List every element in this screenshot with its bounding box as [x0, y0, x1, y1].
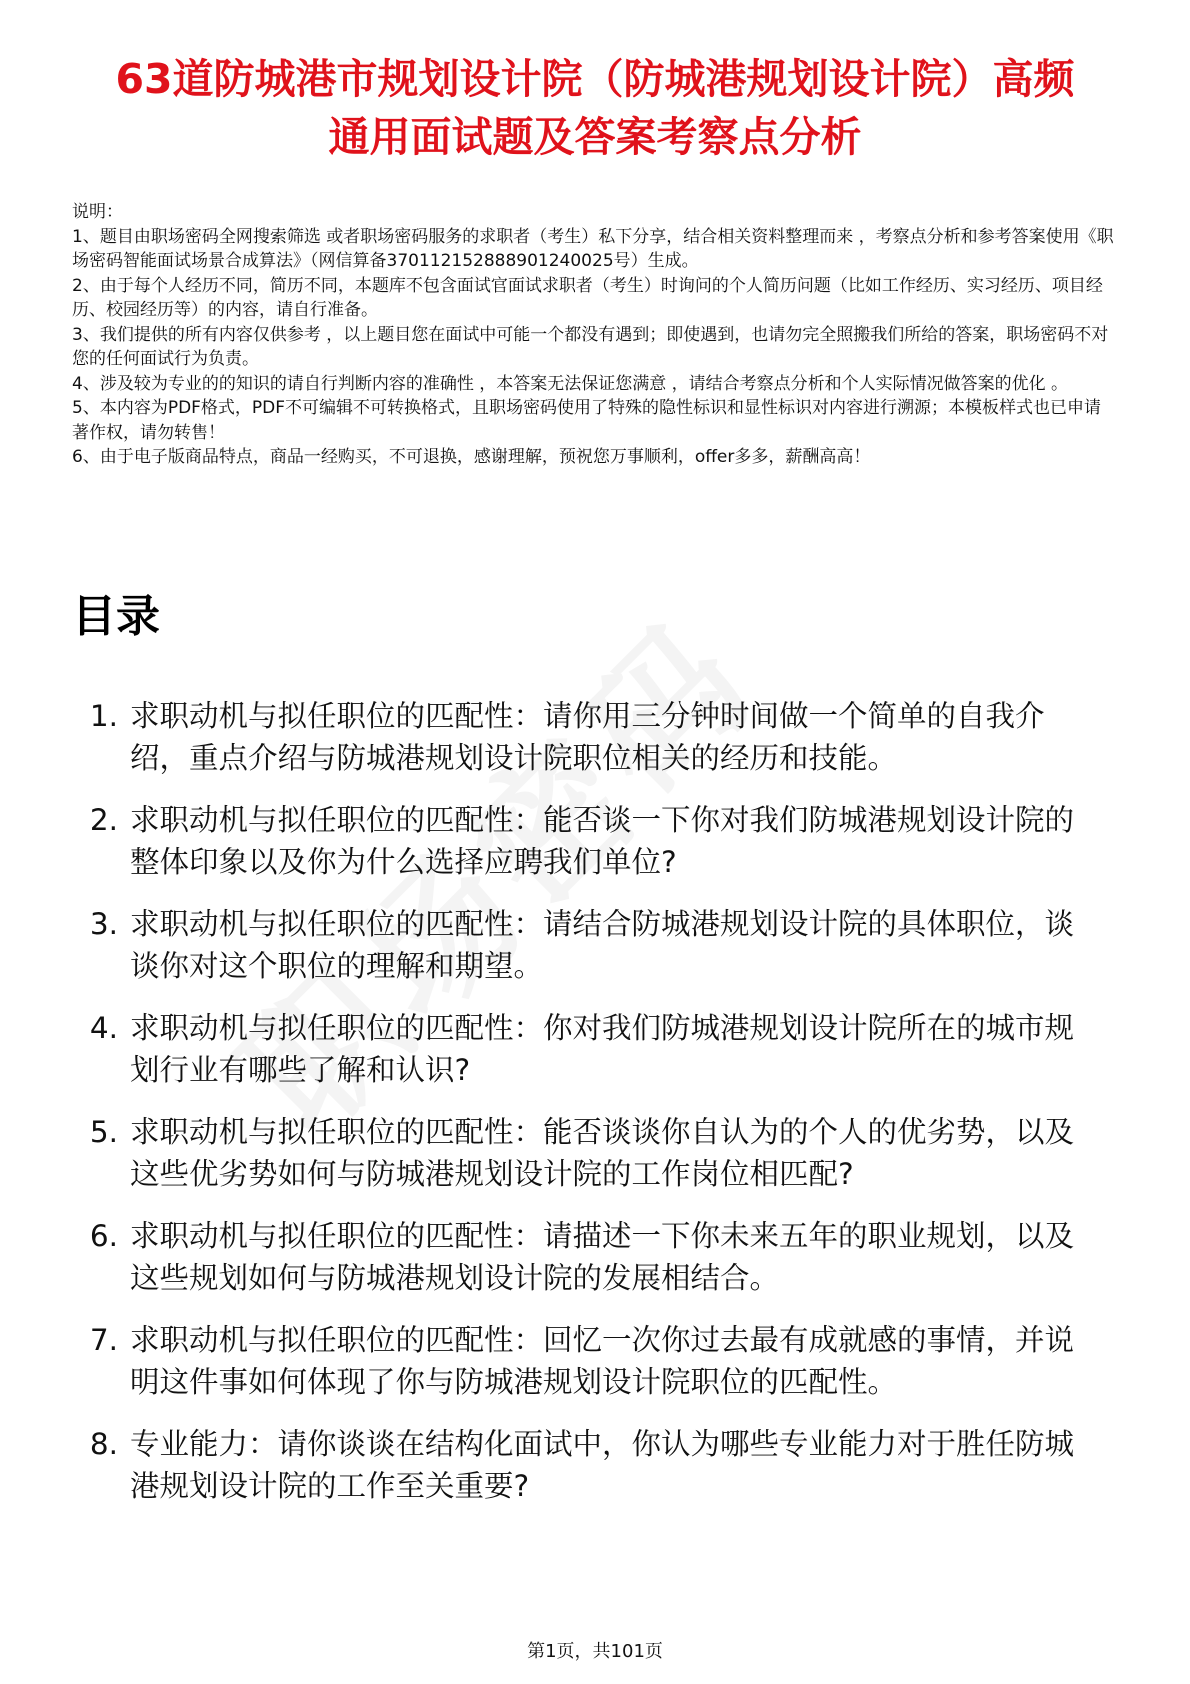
toc-entry[interactable] [72, 903, 1117, 987]
toc-entry[interactable] [72, 1319, 1117, 1403]
toc-entry[interactable] [72, 1007, 1117, 1091]
toc-entry-number: 6. [89, 1219, 118, 1253]
toc-entry-text[interactable]: 求职动机与拟任职位的匹配性：回忆一次你过去最有成就感的事情，并说明这件事如何体现了你与防城港规划设计院职位的匹配性。 [130, 1323, 1075, 1399]
note-item: 3、我们提供的所有内容仅供参考 ，以上题目您在面试中可能一个都没有遇到；即使遇到，也请勿完全照搬我们所给的答案，职场密码不对您的任何面试行为负责。 [72, 324, 1109, 369]
toc-entry[interactable] [72, 1423, 1117, 1507]
toc-entry-text[interactable]: 求职动机与拟任职位的匹配性：你对我们防城港规划设计院所在的城市规划行业有哪些了解和认识? [130, 1011, 1075, 1087]
toc-entry-number: 3. [89, 907, 118, 941]
note-item: 2、由于每个人经历不同，简历不同，本题库不包含面试官面试求职者（考生）时询问的个人简历问题（比如工作经历、实习经历、项目经历、校园经历等）的内容，请自行准备。 [72, 275, 1103, 320]
toc-entry-number: 8. [89, 1427, 118, 1461]
page-number-footer: 第1页，共101页 [527, 1641, 663, 1662]
toc-entry-number: 4. [89, 1011, 118, 1045]
note-item: 4、涉及较为专业的的知识的请自行判断内容的准确性 ，本答案无法保证您满意 ，请结合考察点分析和个人实际情况做答案的优化 。 [72, 373, 1069, 394]
notes-heading: 说明： [72, 202, 123, 222]
toc-entry[interactable] [72, 695, 1117, 779]
table-of-contents [72, 695, 1117, 1527]
toc-entry[interactable] [72, 1111, 1117, 1195]
toc-entry-number: 5. [89, 1115, 118, 1149]
toc-entry[interactable] [72, 799, 1117, 883]
note-item: 1、题目由职场密码全网搜索筛选 或者职场密码服务的求职者（考生）私下分享，结合相关资料整理而来 ，考察点分析和参考答案使用《职场密码智能面试场景合成算法》（网信算备3701121528889​01240025号）生成。 [72, 226, 1114, 271]
note-item: 5、本内容为PDF格式，PDF不可编辑不可转换格式，且职场密码使用了特殊的隐性标识和显性标识对内容进行溯源；本模板样式也已申请著作权，请勿转售！ [72, 398, 1102, 443]
toc-entry-text[interactable]: 求职动机与拟任职位的匹配性：请结合防城港规划设计院的具体职位，谈谈你对这个职位的理解和期望。 [130, 907, 1075, 983]
toc-entry-number: 1. [89, 699, 118, 733]
toc-entry-number: 2. [89, 803, 118, 837]
toc-entry-text[interactable]: 专业能力：请你谈谈在结构化面试中，你认为哪些专业能力对于胜任防城港规划设计院的工作至关重要? [130, 1427, 1075, 1503]
toc-entry[interactable] [72, 1215, 1117, 1299]
toc-entry-text[interactable]: 求职动机与拟任职位的匹配性：请描述一下你未来五年的职业规划，以及这些规划如何与防城港规划设计院的发展相结合。 [130, 1219, 1075, 1295]
note-item: 6、由于电子版商品特点，商品一经购买，不可退换，感谢理解，预祝您万事顺利，offer多多，薪酬高高！ [72, 447, 871, 467]
toc-entry-text[interactable]: 求职动机与拟任职位的匹配性：能否谈谈你自认为的个人的优劣势，以及这些优劣势如何与防城港规划设计院的工作岗位相匹配? [130, 1115, 1075, 1191]
notes-section [72, 200, 1117, 470]
toc-entry-text[interactable]: 求职动机与拟任职位的匹配性：能否谈一下你对我们防城港规划设计院的整体印象以及你为什么选择应聘我们单位? [130, 803, 1075, 879]
toc-entry-number: 7. [89, 1323, 118, 1357]
toc-entry-text[interactable]: 求职动机与拟任职位的匹配性：请你用三分钟时间做一个简单的自我介绍，重点介绍与防城港规划设计院职位相关的经历和技能。 [130, 699, 1045, 775]
document-title: 63道防城港市规划设计院（防城港规划设计院）高频通用面试题及答案考察点分析 [115, 55, 1075, 161]
toc-heading: 目录 [72, 591, 160, 642]
